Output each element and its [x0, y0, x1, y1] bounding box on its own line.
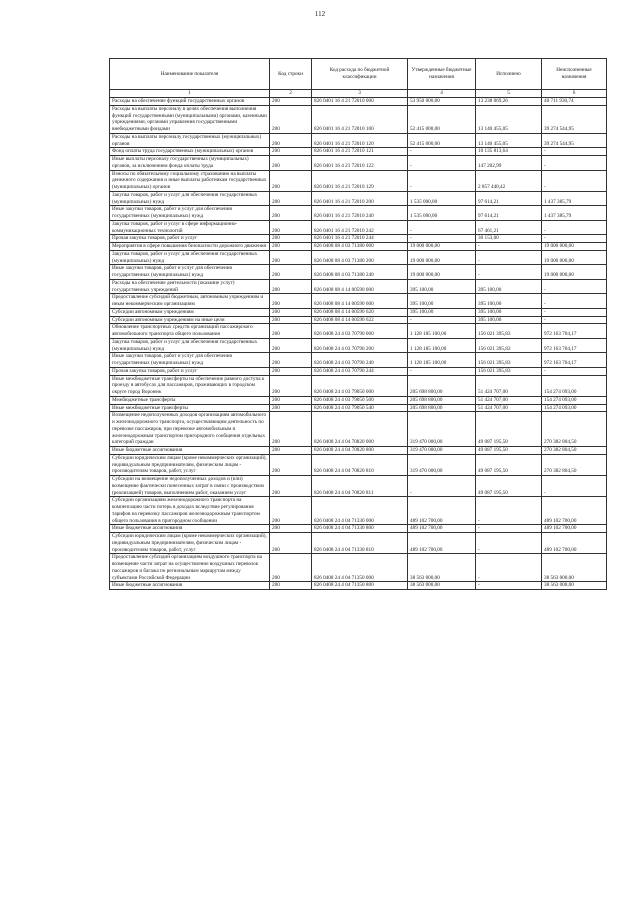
row-executed-amount: 67 461,21 — [476, 220, 542, 235]
row-remaining-amount: 489 102 700,00 — [542, 533, 607, 554]
row-remaining-amount: 39 274 544,95 — [542, 133, 607, 148]
row-executed-amount: - — [476, 533, 542, 554]
row-approved-amount: 395 100,00 — [408, 279, 476, 294]
row-budget-code: 826 0408 08 4 03 71380 200 — [312, 250, 408, 265]
row-budget-code: 826 0401 16 4 21 72010 121 — [312, 148, 408, 156]
row-line-code: 200 — [270, 156, 312, 171]
column-number: 1 — [110, 90, 270, 98]
column-number: 5 — [476, 90, 542, 98]
table-row — [110, 191, 607, 206]
row-executed-amount: 51 424 707,00 — [476, 396, 542, 404]
row-executed-amount: - — [476, 265, 542, 280]
row-indicator-name: Межбюджетные трансферты — [110, 396, 270, 404]
row-executed-amount: 97 614,21 — [476, 206, 542, 221]
row-indicator-name: Закупка товаров, работ и услуг для обеспечения государственных (муниципальных) нужд — [110, 250, 270, 265]
row-executed-amount: 49 087 195,50 — [476, 476, 542, 497]
column-number-row — [110, 90, 607, 98]
row-line-code: 200 — [270, 533, 312, 554]
table-row — [110, 525, 607, 533]
row-line-code: 200 — [270, 191, 312, 206]
row-line-code: 200 — [270, 250, 312, 265]
table-row — [110, 353, 607, 368]
header-indicator-name: Наименование показателя — [110, 59, 270, 90]
row-remaining-amount: 154 274 093,00 — [542, 396, 607, 404]
row-approved-amount: 489 102 700,00 — [408, 497, 476, 525]
row-approved-amount: 489 102 700,00 — [408, 525, 476, 533]
row-line-code: 200 — [270, 404, 312, 412]
row-approved-amount: - — [408, 156, 476, 171]
row-budget-code: 826 0408 24 4 03 79050 500 — [312, 396, 408, 404]
row-line-code: 200 — [270, 367, 312, 375]
table-row — [110, 533, 607, 554]
row-line-code: 200 — [270, 308, 312, 316]
row-indicator-name: Субсидии автономным учреждениям — [110, 308, 270, 316]
row-approved-amount: - — [408, 367, 476, 375]
row-approved-amount: 1 128 185 100,00 — [408, 338, 476, 353]
table-row — [110, 294, 607, 309]
row-executed-amount: 2 857 440,42 — [476, 170, 542, 191]
header-line-code: Код строки — [270, 59, 312, 90]
row-remaining-amount: - — [542, 156, 607, 171]
row-executed-amount: - — [476, 250, 542, 265]
table-row — [110, 170, 607, 191]
row-approved-amount: 52 415 000,00 — [408, 105, 476, 133]
row-budget-code: 826 0408 24 4 03 70790 244 — [312, 367, 408, 375]
row-remaining-amount: - — [542, 279, 607, 294]
table-row — [110, 105, 607, 133]
row-executed-amount: 395 100,00 — [476, 308, 542, 316]
table-row — [110, 367, 607, 375]
row-remaining-amount: 270 382 804,50 — [542, 454, 607, 475]
table-row — [110, 206, 607, 221]
row-remaining-amount: 39 274 544,95 — [542, 105, 607, 133]
row-line-code: 200 — [270, 554, 312, 582]
row-budget-code: 826 0408 24 4 04 70820 810 — [312, 454, 408, 475]
row-approved-amount: 319 470 000,00 — [408, 447, 476, 455]
row-executed-amount: - — [476, 554, 542, 582]
row-indicator-name: Иные бюджетные ассигнования — [110, 525, 270, 533]
row-remaining-amount: 154 274 093,00 — [542, 404, 607, 412]
row-remaining-amount: - — [542, 367, 607, 375]
row-line-code: 200 — [270, 476, 312, 497]
row-remaining-amount: 38 563 000,00 — [542, 582, 607, 590]
row-approved-amount: - — [408, 316, 476, 324]
table-row — [110, 396, 607, 404]
table-header-row — [110, 59, 607, 90]
table-row — [110, 324, 607, 339]
table-row — [110, 554, 607, 582]
row-budget-code: 826 0408 08 4 14 00590 600 — [312, 294, 408, 309]
row-budget-code: 826 0408 08 4 14 00590 620 — [312, 308, 408, 316]
table-body — [110, 98, 607, 590]
row-remaining-amount: 40 711 930,74 — [542, 98, 607, 106]
table-row — [110, 497, 607, 525]
row-budget-code: 826 0408 24 4 04 71330 000 — [312, 497, 408, 525]
row-line-code: 200 — [270, 170, 312, 191]
row-remaining-amount: 1 437 385,79 — [542, 191, 607, 206]
table-row — [110, 454, 607, 475]
row-indicator-name: Иные межбюджетные трансферты — [110, 404, 270, 412]
row-executed-amount: 49 087 195,50 — [476, 447, 542, 455]
table-row — [110, 375, 607, 396]
row-indicator-name: Субсидии автономным учреждениям на иные цели — [110, 316, 270, 324]
table-row — [110, 316, 607, 324]
row-indicator-name: Субсидии юридическим лицам (кроме некоммерческих организаций), индивидуальным предпринимателям, физическим лицам - производителям товаров, работ, услуг — [110, 454, 270, 475]
table-row — [110, 476, 607, 497]
row-executed-amount: 51 424 707,00 — [476, 404, 542, 412]
row-executed-amount: 13 140 455,05 — [476, 105, 542, 133]
row-budget-code: 826 0401 16 4 21 72010 120 — [312, 133, 408, 148]
row-approved-amount: 489 102 700,00 — [408, 533, 476, 554]
row-executed-amount: - — [476, 525, 542, 533]
row-approved-amount: 53 950 000,00 — [408, 98, 476, 106]
row-line-code: 200 — [270, 220, 312, 235]
row-budget-code: 826 0401 16 4 21 72010 200 — [312, 191, 408, 206]
row-line-code: 200 — [270, 497, 312, 525]
row-indicator-name: Субсидии юридическим лицам (кроме некоммерческих организаций), индивидуальным предпринимателям, физическим лицам - производителям товаров, работ, услуг — [110, 533, 270, 554]
row-budget-code: 826 0408 08 4 14 00590 622 — [312, 316, 408, 324]
row-executed-amount: 13 238 069,26 — [476, 98, 542, 106]
row-line-code: 200 — [270, 235, 312, 243]
table-row — [110, 250, 607, 265]
row-approved-amount: 19 000 000,00 — [408, 250, 476, 265]
row-executed-amount: 156 021 395,83 — [476, 353, 542, 368]
row-indicator-name: Расходы на обеспечение деятельности (оказание услуг) государственных учреждений — [110, 279, 270, 294]
row-remaining-amount: 19 000 000,00 — [542, 250, 607, 265]
column-number: 6 — [542, 90, 607, 98]
row-remaining-amount: - — [542, 316, 607, 324]
row-executed-amount: 156 021 395,83 — [476, 338, 542, 353]
row-budget-code: 826 0408 24 4 04 70820 800 — [312, 447, 408, 455]
row-budget-code: 826 0401 16 4 21 72010 000 — [312, 98, 408, 106]
row-line-code: 200 — [270, 148, 312, 156]
table-row — [110, 156, 607, 171]
row-budget-code: 826 0408 24 4 04 71350 800 — [312, 582, 408, 590]
row-indicator-name: Иные бюджетные ассигнования — [110, 582, 270, 590]
row-approved-amount: 19 000 000,00 — [408, 265, 476, 280]
row-line-code: 200 — [270, 316, 312, 324]
header-approved-appropriations: Утвержденные бюджетные назначения — [408, 59, 476, 90]
row-executed-amount: 147 202,99 — [476, 156, 542, 171]
row-line-code: 200 — [270, 98, 312, 106]
row-approved-amount: 395 100,00 — [408, 308, 476, 316]
row-line-code: 200 — [270, 279, 312, 294]
row-remaining-amount: 19 000 000,00 — [542, 243, 607, 251]
table-row — [110, 243, 607, 251]
row-executed-amount: 51 424 707,00 — [476, 375, 542, 396]
table-row — [110, 308, 607, 316]
row-remaining-amount: - — [542, 294, 607, 309]
table-row — [110, 235, 607, 243]
row-line-code: 200 — [270, 206, 312, 221]
row-approved-amount: - — [408, 476, 476, 497]
row-line-code: 200 — [270, 396, 312, 404]
row-indicator-name: Предоставление субсидий бюджетным, автономным учреждениям и иным некоммерческим организациям — [110, 294, 270, 309]
row-executed-amount: 156 021 395,83 — [476, 367, 542, 375]
table-row — [110, 582, 607, 590]
row-remaining-amount: 270 382 804,50 — [542, 412, 607, 447]
row-remaining-amount: 972 163 704,17 — [542, 338, 607, 353]
header-budget-classification-code: Код расхода по бюджетной классификации — [312, 59, 408, 90]
row-remaining-amount: 972 163 704,17 — [542, 353, 607, 368]
row-line-code: 200 — [270, 324, 312, 339]
row-approved-amount: 319 470 000,00 — [408, 454, 476, 475]
row-indicator-name: Расходы на выплаты персоналу государственных (муниципальных) органов — [110, 133, 270, 148]
row-approved-amount: 1 128 185 100,00 — [408, 324, 476, 339]
row-approved-amount: 38 563 000,00 — [408, 554, 476, 582]
row-budget-code: 826 0401 16 4 21 72010 100 — [312, 105, 408, 133]
row-approved-amount: 205 698 800,00 — [408, 375, 476, 396]
row-approved-amount: 1 128 185 100,00 — [408, 353, 476, 368]
row-executed-amount: 395 100,00 — [476, 316, 542, 324]
row-executed-amount: 156 021 395,83 — [476, 324, 542, 339]
row-approved-amount: - — [408, 220, 476, 235]
row-executed-amount: - — [476, 497, 542, 525]
expenditure-report-table — [109, 58, 607, 590]
row-indicator-name: Расходы на обеспечение функций государственных органов — [110, 98, 270, 106]
row-approved-amount: - — [408, 170, 476, 191]
row-indicator-name: Иные выплаты персоналу государственных (муниципальных) органов, за исключением фонда оплаты труда — [110, 156, 270, 171]
row-budget-code: 826 0408 24 4 04 71330 800 — [312, 525, 408, 533]
row-indicator-name: Закупка товаров, работ и услуг в сфере информационно-коммуникационных технологий — [110, 220, 270, 235]
row-indicator-name: Закупка товаров, работ и услуг для обеспечения государственных (муниципальных) нужд — [110, 338, 270, 353]
row-executed-amount: - — [476, 582, 542, 590]
row-indicator-name: Закупка товаров, работ и услуг для обеспечения государственных (муниципальных) нужд — [110, 191, 270, 206]
row-line-code: 200 — [270, 133, 312, 148]
row-executed-amount: 395 100,00 — [476, 279, 542, 294]
row-approved-amount: 205 698 800,00 — [408, 404, 476, 412]
row-remaining-amount: - — [542, 170, 607, 191]
row-line-code: 200 — [270, 294, 312, 309]
row-indicator-name: Иные межбюджетные трансферты на обеспечение равного доступа к проезду в автобусах для пассажиров, проживающих в городском округе город Воронеж — [110, 375, 270, 396]
row-budget-code: 826 0401 16 4 21 72010 242 — [312, 220, 408, 235]
row-indicator-name: Субсидии на возмещение недополученных доходов и (или) возмещение фактически понесенных затрат в связи с производством (реализацией) товаров, выполнением работ, оказанием услуг — [110, 476, 270, 497]
row-budget-code: 826 0408 24 4 04 70820 000 — [312, 412, 408, 447]
row-remaining-amount: - — [542, 235, 607, 243]
row-budget-code: 826 0401 16 4 21 72010 244 — [312, 235, 408, 243]
row-budget-code: 826 0401 16 4 21 72010 240 — [312, 206, 408, 221]
row-budget-code: 826 0408 24 4 04 70820 811 — [312, 476, 408, 497]
row-indicator-name: Взносы по обязательному социальному страхованию на выплаты денежного содержания и иные выплаты работникам государственных (муниципальных) органов — [110, 170, 270, 191]
row-remaining-amount: 270 382 804,50 — [542, 447, 607, 455]
row-approved-amount: 1 535 000,00 — [408, 206, 476, 221]
row-remaining-amount: - — [542, 220, 607, 235]
row-approved-amount: - — [408, 148, 476, 156]
row-indicator-name: Мероприятия в сфере повышения безопасности дорожного движения — [110, 243, 270, 251]
row-remaining-amount: 489 102 700,00 — [542, 525, 607, 533]
row-executed-amount: - — [476, 243, 542, 251]
table-row — [110, 265, 607, 280]
row-approved-amount: 38 563 000,00 — [408, 582, 476, 590]
row-line-code: 200 — [270, 338, 312, 353]
table-row — [110, 98, 607, 106]
row-indicator-name: Расходы на выплаты персоналу в целях обеспечения выполнения функций государственными (муниципальными) органами, казенными учреждениями, органами управления государственными внебюджетными фондами — [110, 105, 270, 133]
column-number: 4 — [408, 90, 476, 98]
column-number: 2 — [270, 90, 312, 98]
row-remaining-amount: - — [542, 148, 607, 156]
row-approved-amount: 52 415 000,00 — [408, 133, 476, 148]
row-budget-code: 826 0408 24 4 04 71330 810 — [312, 533, 408, 554]
row-remaining-amount: 489 102 700,00 — [542, 497, 607, 525]
row-budget-code: 826 0408 24 4 03 79050 000 — [312, 375, 408, 396]
row-line-code: 200 — [270, 243, 312, 251]
row-executed-amount: 10 135 813,64 — [476, 148, 542, 156]
header-unexecuted-appropriations: Неисполненные назначения — [542, 59, 607, 90]
row-indicator-name: Иные закупки товаров, работ и услуг для обеспечения государственных (муниципальных) нужд — [110, 265, 270, 280]
row-budget-code: 826 0408 08 4 03 71380 000 — [312, 243, 408, 251]
row-budget-code: 826 0408 24 4 03 70790 000 — [312, 324, 408, 339]
row-approved-amount: 19 000 000,00 — [408, 243, 476, 251]
row-budget-code: 826 0408 24 4 04 71350 000 — [312, 554, 408, 582]
row-budget-code: 826 0408 24 4 03 79050 540 — [312, 404, 408, 412]
row-budget-code: 826 0408 24 4 03 70790 240 — [312, 353, 408, 368]
row-budget-code: 826 0408 24 4 03 70790 200 — [312, 338, 408, 353]
row-executed-amount: 97 614,21 — [476, 191, 542, 206]
row-indicator-name: Фонд оплаты труда государственных (муниципальных) органов — [110, 148, 270, 156]
page-number: 112 — [314, 10, 326, 18]
row-executed-amount: 13 140 455,05 — [476, 133, 542, 148]
table-row — [110, 220, 607, 235]
row-remaining-amount: 19 000 000,00 — [542, 265, 607, 280]
row-approved-amount: 205 698 800,00 — [408, 396, 476, 404]
row-line-code: 200 — [270, 353, 312, 368]
row-indicator-name: Прочая закупка товаров, работ и услуг — [110, 367, 270, 375]
row-line-code: 200 — [270, 454, 312, 475]
row-indicator-name: Предоставление субсидий организациям воздушного транспорта на возмещение части затрат на осуществление воздушных перевозок пассажиров и багажа по региональным маршрутам между субъектами Российской Федерации — [110, 554, 270, 582]
row-remaining-amount: 1 437 385,79 — [542, 206, 607, 221]
table-row — [110, 447, 607, 455]
row-budget-code: 826 0401 16 4 21 72010 122 — [312, 156, 408, 171]
row-remaining-amount: 154 274 093,00 — [542, 375, 607, 396]
row-line-code: 200 — [270, 105, 312, 133]
row-indicator-name: Иные закупки товаров, работ и услуг для обеспечения государственных (муниципальных) нужд — [110, 353, 270, 368]
table-row — [110, 338, 607, 353]
row-line-code: 200 — [270, 525, 312, 533]
table-row — [110, 148, 607, 156]
table-row — [110, 404, 607, 412]
row-indicator-name: Иные закупки товаров, работ и услуг для обеспечения государственных (муниципальных) нужд — [110, 206, 270, 221]
row-line-code: 200 — [270, 412, 312, 447]
row-executed-amount: 49 087 195,50 — [476, 454, 542, 475]
row-remaining-amount: - — [542, 476, 607, 497]
row-line-code: 200 — [270, 265, 312, 280]
row-line-code: 200 — [270, 447, 312, 455]
row-indicator-name: Иные бюджетные ассигнования — [110, 447, 270, 455]
table-row — [110, 133, 607, 148]
row-budget-code: 826 0401 16 4 21 72010 129 — [312, 170, 408, 191]
row-indicator-name: Прочая закупка товаров, работ и услуг — [110, 235, 270, 243]
row-indicator-name: Субсидии организациям железнодорожного транспорта на компенсацию части потерь в доходах вследствие регулирования тарифов на перевозку пассажиров железнодорожным транспортом общего пользования в пригородном сообщении — [110, 497, 270, 525]
row-indicator-name: Возмещение недополученных доходов организациям автомобильного и железнодорожного транспорта, осуществляющим деятельность по перевозке пассажиров, при перевозке автомобильным и железнодорожным транспортом пригородного сообщения отдельных категорий граждан — [110, 412, 270, 447]
row-remaining-amount: 972 163 704,17 — [542, 324, 607, 339]
row-budget-code: 826 0408 08 4 14 00590 000 — [312, 279, 408, 294]
table-row — [110, 279, 607, 294]
column-number: 3 — [312, 90, 408, 98]
row-remaining-amount: - — [542, 308, 607, 316]
row-executed-amount: 395 100,00 — [476, 294, 542, 309]
header-executed: Исполнено — [476, 59, 542, 90]
row-approved-amount: 395 100,00 — [408, 294, 476, 309]
row-approved-amount: - — [408, 235, 476, 243]
row-executed-amount: 49 087 195,50 — [476, 412, 542, 447]
row-line-code: 200 — [270, 582, 312, 590]
row-line-code: 200 — [270, 375, 312, 396]
row-approved-amount: 1 535 000,00 — [408, 191, 476, 206]
row-remaining-amount: 38 563 000,00 — [542, 554, 607, 582]
row-approved-amount: 319 470 000,00 — [408, 412, 476, 447]
row-budget-code: 826 0408 08 4 03 71380 240 — [312, 265, 408, 280]
row-executed-amount: 30 153,00 — [476, 235, 542, 243]
row-indicator-name: Обновление транспортных средств организаций пассажирского автомобильного транспорта общего пользования — [110, 324, 270, 339]
table-row — [110, 412, 607, 447]
